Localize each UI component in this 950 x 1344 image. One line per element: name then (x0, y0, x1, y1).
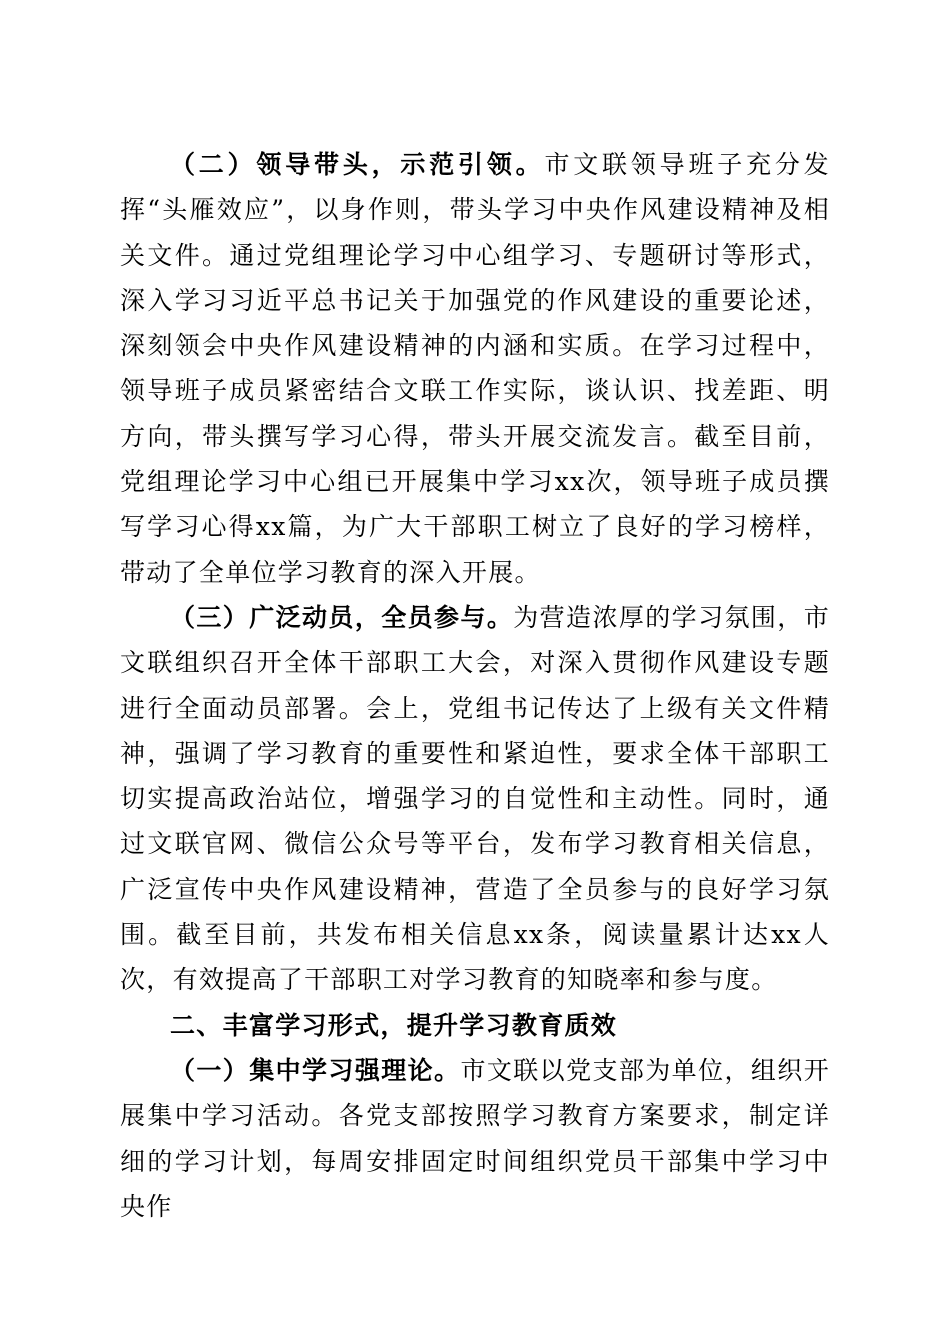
paragraph-mobilization (120, 595, 830, 1003)
paragraph-text: 市文联以党支部为单位，组织开展集中学习活动。各党支部按照学习教育方案要求，制定详细的学习计划，每周安排固定时间组织党员干部集中学习中央作 (120, 1055, 830, 1221)
paragraph-heading: （三）广泛动员，全员参与。 (170, 602, 514, 632)
paragraph-heading: （二）领导带头，示范引领。 (170, 150, 545, 179)
paragraph-leadership (120, 142, 830, 595)
paragraph-collective-study (120, 1048, 830, 1229)
paragraph-heading: （一）集中学习强理论。 (170, 1055, 461, 1085)
paragraph-text: 为营造浓厚的学习氛围，市文联组织召开全体干部职工大会，对深入贯彻作风建设专题进行全面动员部署。会上，党组书记传达了上级有关文件精神，强调了学习教育的重要性和紧迫性，要求全体干部职工切实提高政治站位，增强学习的自觉性和主动性。同时，通过文联官网、微信公众号等平台，发布学习教育相关信息，广泛宣传中央作风建设精神，营造了全员参与的良好学习氛围。截至目前，共发布相关信息xx条，阅读量累计达xx人次，有效提高了干部职工对学习教育的知晓率和参与度。 (120, 602, 830, 995)
document-body (120, 142, 830, 1229)
section-title: 二、丰富学习形式，提升学习教育质效 (170, 1010, 618, 1040)
paragraph-text: 市文联领导班子充分发挥“头雁效应”，以身作则，带头学习中央作风建设精神及相关文件。通过党组理论学习中心组学习、专题研讨等形式，深入学习习近平总书记关于加强党的作风建设的重要论述，深刻领会中央作风建设精神的内涵和实质。在学习过程中，领导班子成员紧密结合文联工作实际，谈认识、找差距、明方向，带头撰写学习心得，带头开展交流发言。截至目前，党组理论学习中心组已开展集中学习xx次，领导班子成员撰写学习心得xx篇，为广大干部职工树立了良好的学习榜样，带动了全单位学习教育的深入开展。 (120, 150, 830, 587)
